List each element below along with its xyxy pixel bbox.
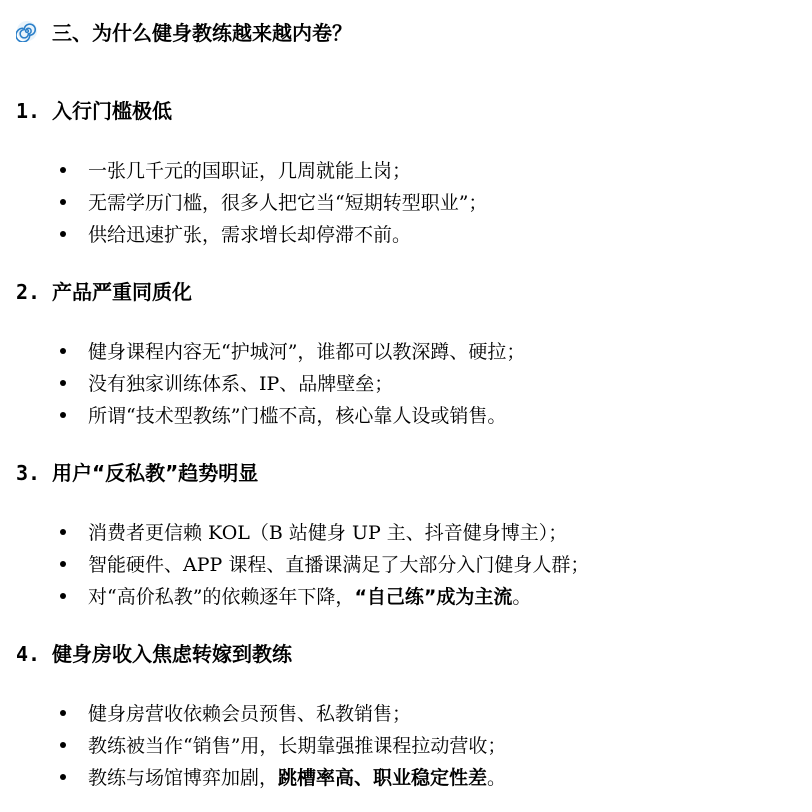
bullet-dot: [60, 199, 66, 205]
list-item: 所谓“技术型教练”门槛不高，核心靠人设或销售。: [60, 401, 506, 431]
section-title: 用户“反私教”趋势明显: [52, 461, 259, 485]
section-number: 4.: [16, 642, 41, 666]
emphasis-text: 跳槽率高、职业稳定性差: [278, 767, 488, 789]
bullet-dot: [60, 380, 66, 386]
page-title: 三、为什么健身教练越来越内卷？: [52, 21, 352, 45]
list-item: 教练与场馆博弈加剧，跳槽率高、职业稳定性差。: [60, 763, 506, 793]
list-item: 无需学历门槛，很多人把它当“短期转型职业”；: [60, 188, 487, 218]
bullet-dot: [60, 167, 66, 173]
section-title: 入行门槛极低: [52, 99, 172, 123]
section-heading-3: [16, 458, 258, 488]
bullet-dot: [60, 593, 66, 599]
list-item: 供给迅速扩张，需求增长却停滞不前。: [60, 220, 411, 250]
list-item: 智能硬件、APP 课程、直播课满足了大部分入门健身人群；: [60, 550, 589, 580]
list-item: 对“高价私教”的依赖逐年下降，“自己练”成为主流。: [60, 582, 531, 612]
bullet-dot: [60, 774, 66, 780]
bullet-dot: [60, 231, 66, 237]
section-number: 2.: [16, 280, 41, 304]
bullet-dot: [60, 412, 66, 418]
section-number: 1.: [16, 99, 41, 123]
bullet-dot: [60, 742, 66, 748]
section-title: 健身房收入焦虑转嫁到教练: [52, 642, 292, 666]
list-item: 健身课程内容无“护城河”，谁都可以教深蹲、硬拉；: [60, 337, 525, 367]
emphasis-text: “自己练”成为主流: [354, 586, 513, 608]
section-heading-2: [16, 277, 192, 307]
swirl-icon: [16, 20, 38, 42]
bullet-dot: [60, 561, 66, 567]
bullet-dot: [60, 710, 66, 716]
list-item: 健身房营收依赖会员预售、私教销售；: [60, 699, 411, 729]
section-title: 产品严重同质化: [52, 280, 192, 304]
bullet-dot: [60, 529, 66, 535]
section-heading-1: [16, 96, 172, 126]
list-item: 教练被当作“销售”用，长期靠强推课程拉动营收；: [60, 731, 506, 761]
list-item: 一张几千元的国职证，几周就能上岗；: [60, 156, 411, 186]
section-heading-4: [16, 639, 292, 669]
section-number: 3.: [16, 461, 41, 485]
list-item: 消费者更信赖 KOL（B 站健身 UP 主、抖音健身博主）；: [60, 518, 567, 548]
list-item: 没有独家训练体系、IP、品牌壁垒；: [60, 369, 393, 399]
bullet-dot: [60, 348, 66, 354]
